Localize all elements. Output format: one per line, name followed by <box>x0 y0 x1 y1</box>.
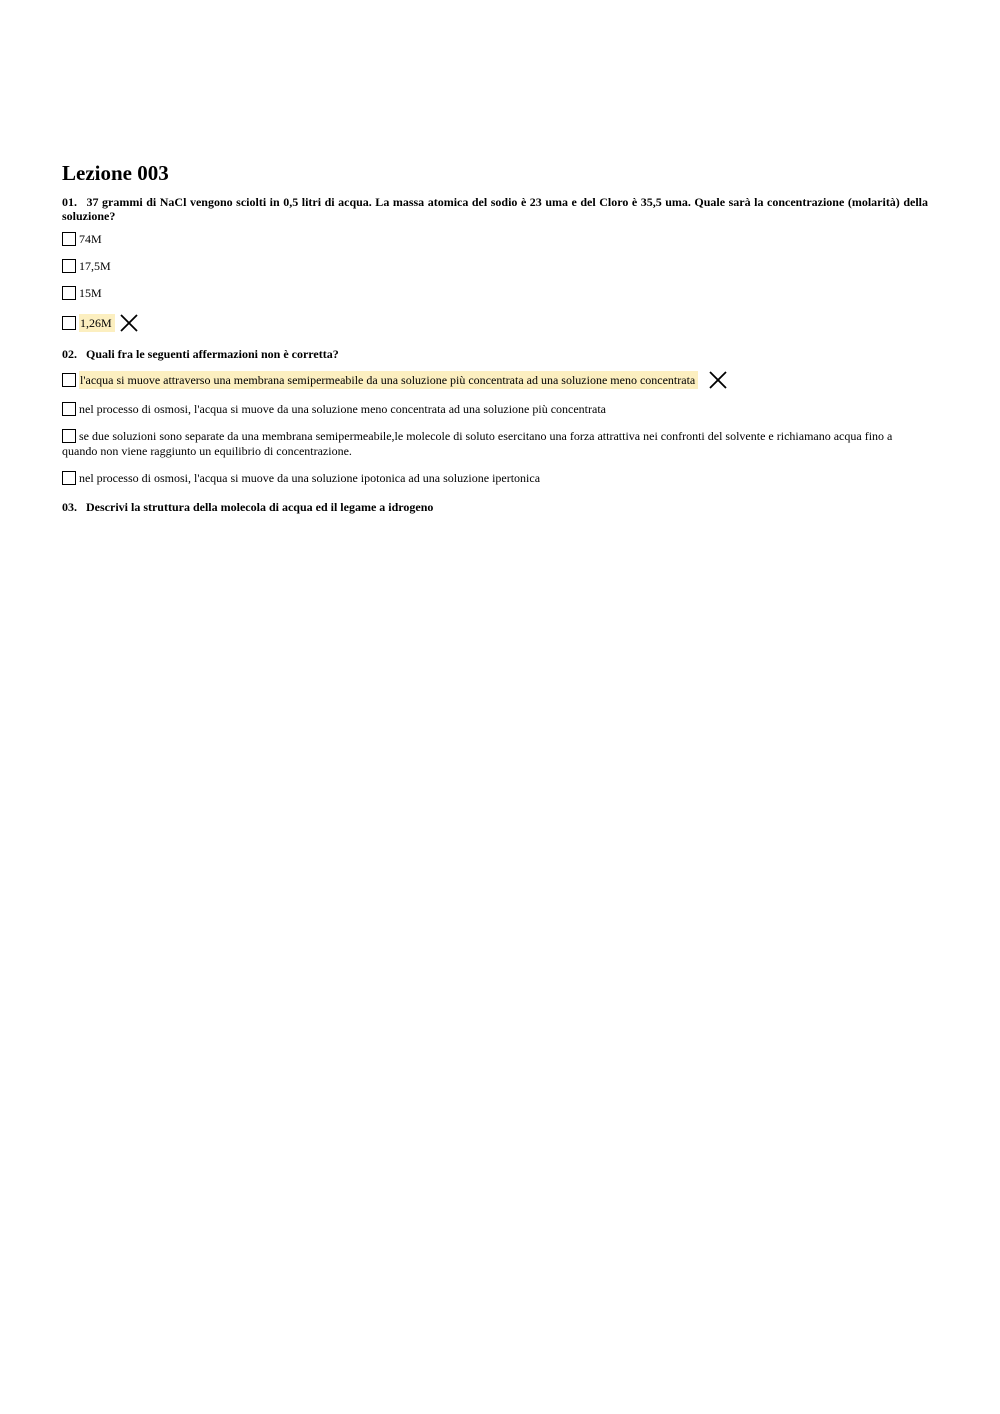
question-header <box>62 347 928 361</box>
checkbox-icon[interactable] <box>62 259 76 273</box>
checkbox-icon[interactable] <box>62 316 76 330</box>
option-label: 15M <box>79 286 102 300</box>
option-label: 17,5M <box>79 259 111 273</box>
answer-option <box>62 232 928 247</box>
option-label: 74M <box>79 232 102 246</box>
checkbox-icon[interactable] <box>62 402 76 416</box>
question-number: 01. <box>62 195 77 209</box>
answer-option <box>62 286 928 301</box>
checkbox-icon[interactable] <box>62 286 76 300</box>
question-text: Quali fra le seguenti affermazioni non è corretta? <box>86 347 339 361</box>
answer-option <box>62 471 928 486</box>
answer-option <box>62 429 928 459</box>
checkbox-icon[interactable] <box>62 471 76 485</box>
lesson-title: Lezione 003 <box>62 161 169 185</box>
option-label: nel processo di osmosi, l'acqua si muove da una soluzione ipotonica ad una soluzione ipertonica <box>79 471 541 485</box>
answer-option-selected <box>62 313 928 333</box>
answer-option-selected <box>62 370 928 390</box>
answer-options <box>62 232 928 333</box>
question-03 <box>62 500 928 514</box>
checkbox-icon[interactable] <box>62 373 76 387</box>
answer-option <box>62 402 928 417</box>
question-number: 02. <box>62 347 77 361</box>
option-label: nel processo di osmosi, l'acqua si muove da una soluzione meno concentrata ad una soluzione più concentrata <box>79 402 606 416</box>
question-header <box>62 195 928 223</box>
question-text: Descrivi la struttura della molecola di acqua ed il legame a idrogeno <box>86 500 434 514</box>
checkbox-icon[interactable] <box>62 232 76 246</box>
option-label-highlighted: l'acqua si muove attraverso una membrana semipermeabile da una soluzione più concentrata ad una soluzione meno concentrata <box>79 371 698 389</box>
option-label-highlighted: 1,26M <box>79 314 115 332</box>
answer-options <box>62 370 928 486</box>
question-01 <box>62 195 928 333</box>
x-mark-icon <box>119 313 139 333</box>
checkbox-icon[interactable] <box>62 429 76 443</box>
option-label: se due soluzioni sono separate da una membrana semipermeabile,le molecole di soluto esercitano una forza attrattiva nei confronti del solvente e richiamano acqua fino a quando non viene raggiunto un equilibrio di concentrazione. <box>62 429 893 458</box>
question-number: 03. <box>62 500 77 514</box>
question-text: 37 grammi di NaCl vengono sciolti in 0,5 litri di acqua. La massa atomica del sodio è 23 uma e del Cloro è 35,5 uma. Quale sarà la concentrazione (molarità) della soluzione? <box>62 195 928 223</box>
x-mark-icon <box>708 370 728 390</box>
question-02 <box>62 347 928 486</box>
document-page <box>62 160 928 524</box>
question-header <box>62 500 928 514</box>
answer-option <box>62 259 928 274</box>
